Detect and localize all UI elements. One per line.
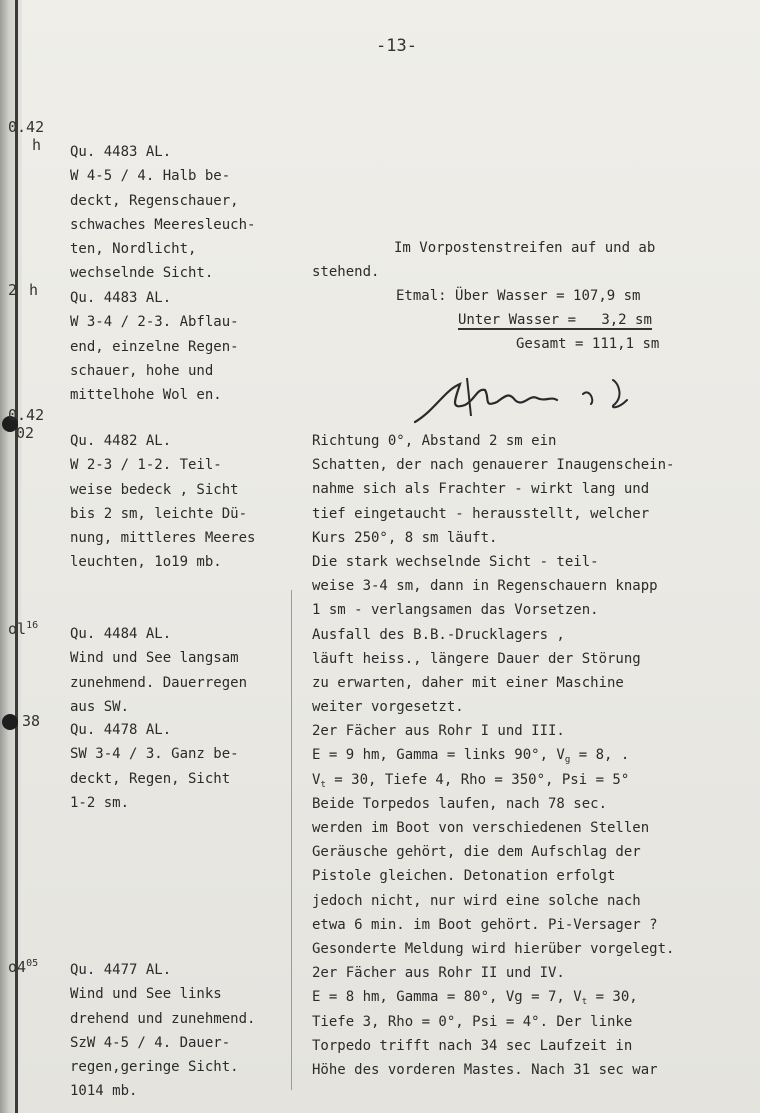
time-entry-3: 0.42 02 bbox=[8, 406, 45, 442]
weather-entry-6: Qu. 4477 AL. Wind und See links drehend und zunehmend. SzW 4-5 / 4. Dauer- regen,geringe Sicht. 1014 mb. bbox=[70, 962, 256, 1100]
scan-left-edge bbox=[0, 0, 22, 1113]
etmal-total-row: Gesamt = 111,1 sm bbox=[516, 336, 660, 352]
page-number: -13- bbox=[376, 36, 417, 56]
report-intro: Im Vorpostenstreifen auf und ab stehend. bbox=[312, 240, 656, 281]
etmal-under-row: Unter Wasser = 3,2 sm bbox=[458, 312, 652, 328]
time-entry-6: $o4^{05}$ bbox=[8, 958, 39, 976]
etmal-over-row: Etmal: Über Wasser = 107,9 sm bbox=[396, 288, 641, 304]
torpedo-line-1: E = 9 hm, Gamma = links 90°, $V_g = 8$, . bbox=[312, 747, 630, 766]
time-entry-5: 38 bbox=[22, 712, 41, 730]
margin-rule bbox=[15, 0, 18, 1113]
torpedo-line-2: $V_t = 30$, Tiefe 4, Rho = 350°, Psi = 5° bbox=[312, 771, 630, 790]
signature-mark bbox=[405, 370, 655, 430]
weather-entry-5: Qu. 4478 AL. SW 3-4 / 3. Ganz be- deckt, Regen, Sicht 1-2 sm. bbox=[70, 722, 239, 811]
weather-entry-4: Qu. 4484 AL. Wind und See langsam zunehmend. Dauerregen aus SW. bbox=[70, 626, 248, 715]
weather-entry-1: Qu. 4483 AL. W 4-5 / 4. Halb be- deckt, Regenschauer, schwaches Meeresleuch- ten, Nordlicht, wechselnde Sicht. bbox=[70, 144, 256, 282]
time-entry-2: 2 h bbox=[8, 281, 39, 299]
weather-entry-2: Qu. 4483 AL. W 3-4 / 2-3. Abflau- end, einzelne Regen- schauer, hohe und mittelhohe Wol en. bbox=[70, 290, 239, 404]
time-entry-4: $ol^{16}$ bbox=[8, 620, 39, 638]
time-entry-1: 0.42 h bbox=[8, 118, 45, 154]
column-divider bbox=[291, 590, 292, 1090]
torpedo-line-3: E = 8 hm, Gamma = 80°, Vg = 7, $V_t = 30$, bbox=[312, 989, 638, 1008]
report-body: Richtung 0°, Abstand 2 sm ein Schatten, der nach genauerer Inaugenschein- nahme sich als Frachter - wirkt lang und tief eingetaucht - herausstellt, welcher Kurs 250°, 8 sm läuft. Die stark wechselnde Sicht - teil- weise 3-4 sm, dann in Regenschauern knapp 1 sm - verlangsamen das Vorsetzen. Ausfall des B.B.-Drucklagers , läuft heiss., längere Dauer der Störung zu erwarten, daher mit einer Maschine weiter vorgesetzt. 2er Fächer aus Rohr I und III. E = 9 hm, Gamma = links 90°, $V_g = 8$, . $V_t = 30$, Tiefe 4, Rho = 350°, Psi = 5° Beide Torpedos laufen, nach 78 sec. werden im Boot von verschiedenen Stellen Geräusche gehört, die dem Aufschlag der Pistole gleichen. Detonation erfolgt jedoch nicht, nur wird eine solche nach etwa 6 min. im Boot gehört. Pi-Versager ? Gesonderte Meldung wird hierüber vorgelegt. 2er Fächer aus Rohr II und IV. E = 8 hm, Gamma = 80°, Vg = 7, $V_t = 30$, Tiefe 3, Rho = 0°, Psi = 4°. Der linke Torpedo trifft nach 34 sec Laufzeit in Höhe des vorderen Mastes. Nach 31 sec war bbox=[312, 429, 752, 1082]
weather-entry-3: Qu. 4482 AL. W 2-3 / 1-2. Teil- weise bedeck , Sicht bis 2 sm, leichte Dü- nung, mittleres Meeres leuchten, 1o19 mb. bbox=[70, 433, 256, 571]
